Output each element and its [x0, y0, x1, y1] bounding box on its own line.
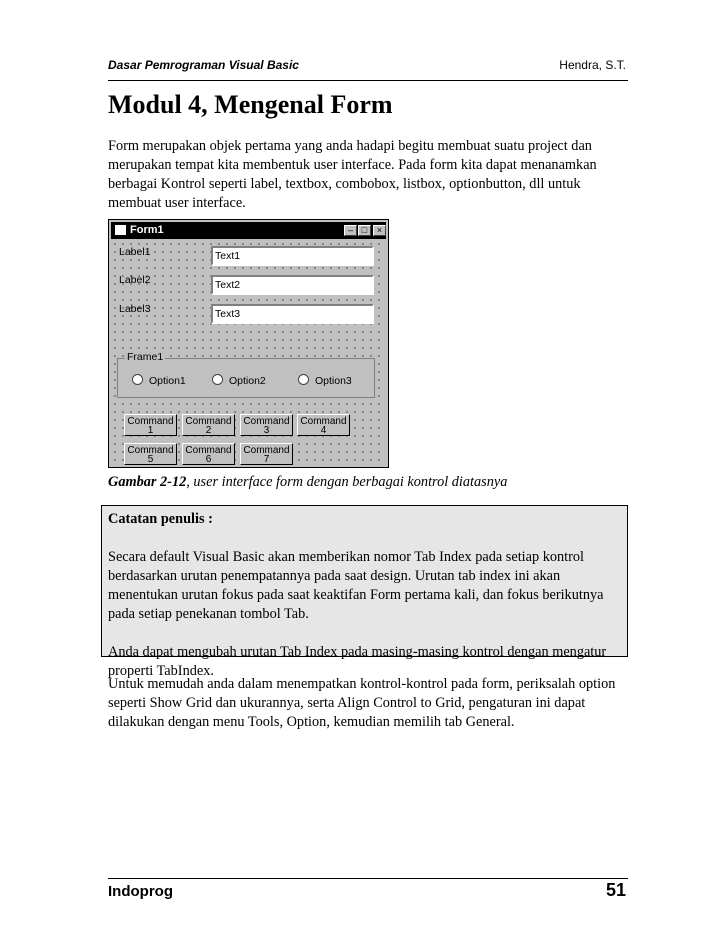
radio-icon [132, 374, 143, 385]
command4-button[interactable]: Command 4 [297, 414, 350, 436]
textbox-text2[interactable]: Text2 [211, 275, 374, 295]
option3[interactable]: Option3 [298, 374, 352, 387]
figure-caption [108, 474, 507, 491]
intro-line: Form merupakan objek pertama yang anda hadapi begitu membuat suatu project dan [108, 138, 592, 154]
note-line: Secara default Visual Basic akan memberikan nomor Tab Index pada setiap kontrol [108, 549, 585, 565]
intro-line: membuat user interface. [108, 195, 246, 211]
author-note-box [101, 505, 628, 679]
page-number: 51 [605, 880, 626, 900]
note-title: Catatan penulis : [108, 511, 213, 527]
note-line: pada setiap penekanan tombol Tab. [108, 606, 309, 622]
page-footer [108, 878, 628, 900]
option2[interactable]: Option2 [212, 374, 266, 387]
footer-publisher: Indoprog [108, 883, 173, 900]
form-title: Form1 [130, 224, 164, 236]
command6-button[interactable]: Command 6 [182, 443, 235, 465]
textbox-text1[interactable]: Text1 [211, 246, 374, 266]
closing-line: seperti Show Grid dan ukurannya, serta Align Control to Grid, pengaturan ini dapat [108, 695, 586, 711]
note-line: berdasarkan urutan penempatannya pada saat design. Urutan tab index ini akan [108, 568, 561, 584]
intro-line: berbagai Kontrol seperti label, textbox, combobox, listbox, optionbutton, dll untuk [108, 176, 581, 192]
form-icon [115, 225, 126, 235]
form-design-grid [111, 240, 386, 465]
option1[interactable]: Option1 [132, 374, 186, 387]
header-author: Hendra, S.T. [559, 58, 626, 72]
command2-button[interactable]: Command 2 [182, 414, 235, 436]
close-icon[interactable]: × [373, 225, 386, 236]
header-book-title: Dasar Pemrograman Visual Basic [108, 58, 299, 72]
intro-line: merupakan tempat kita membentuk user interface. Pada form kita dapat menanamkan [108, 157, 597, 173]
radio-icon [212, 374, 223, 385]
caption-label: Gambar 2-12 [108, 474, 187, 490]
maximize-icon[interactable]: □ [358, 225, 371, 236]
form-title-bar [111, 222, 386, 239]
closing-line: Untuk memudah anda dalam menempatkan kontrol-kontrol pada form, periksalah option [108, 676, 616, 692]
caption-text: , user interface form dengan berbagai kontrol diatasnya [186, 474, 508, 490]
intro-paragraph [108, 137, 628, 213]
page-header [108, 56, 628, 81]
radio-icon [298, 374, 309, 385]
page-title: Modul 4, Mengenal Form [108, 90, 393, 119]
note-line: Anda dapat mengubah urutan Tab Index pada masing-masing kontrol dengan mengatur [108, 644, 607, 660]
label3[interactable]: Label3 [119, 303, 151, 315]
frame-title: Frame1 [127, 351, 164, 363]
textbox-text3[interactable]: Text3 [211, 304, 374, 324]
note-line: properti TabIndex. [108, 663, 214, 679]
command7-button[interactable]: Command 7 [240, 443, 293, 465]
closing-paragraph [108, 675, 628, 732]
command5-button[interactable]: Command 5 [124, 443, 177, 465]
command3-button[interactable]: Command 3 [240, 414, 293, 436]
minimize-icon[interactable]: – [344, 225, 357, 236]
command1-button[interactable]: Command 1 [124, 414, 177, 436]
note-line: menentukan urutan fokus pada saat keaktifan Form pertama kali, dan fokus berikutnya [108, 587, 604, 603]
frame1[interactable] [117, 351, 375, 398]
label2[interactable]: Label2 [119, 274, 151, 286]
closing-line: dilakukan dengan menu Tools, Option, kemudian memilih tab General. [108, 714, 515, 730]
vb-form-screenshot [108, 219, 389, 468]
label1[interactable]: Label1 [119, 246, 151, 258]
